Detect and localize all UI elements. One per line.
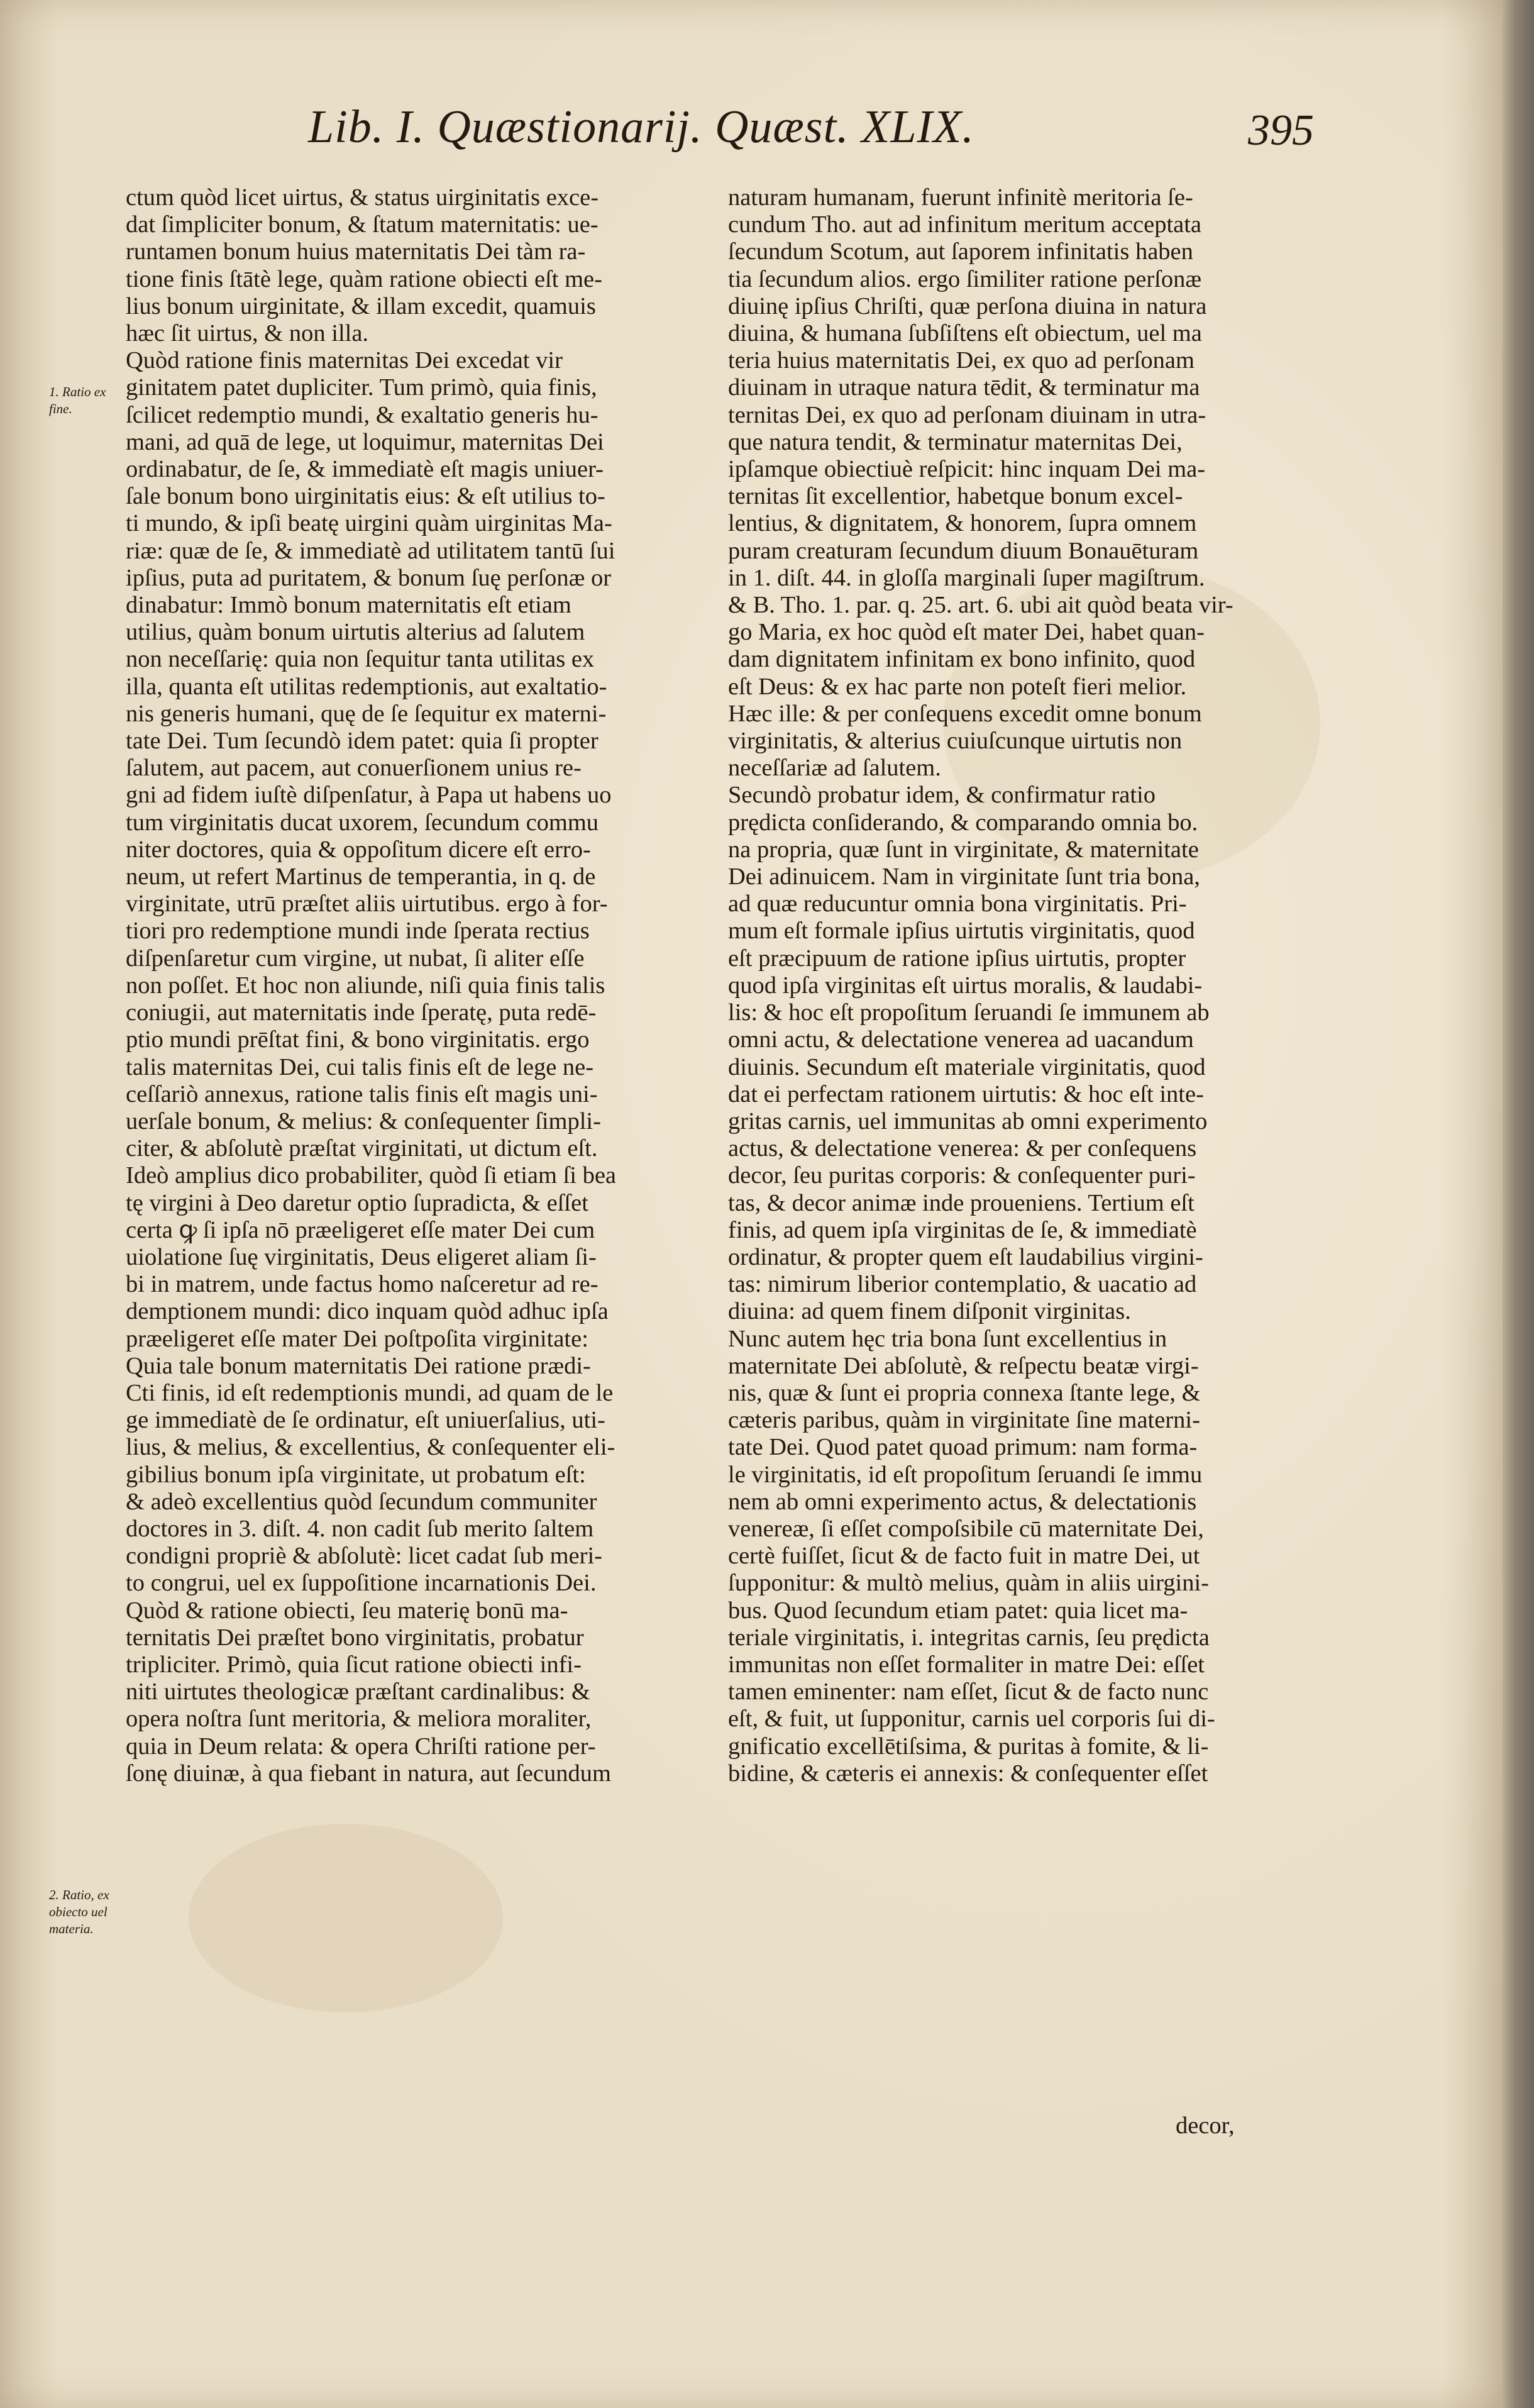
paragraph: ctum quòd licet uirtus, & status uirginitatis exce- dat ſimpliciter bonum, & ſtatum maternitatis: ue- runtamen bonum huius maternitatis Dei tàm ra- tione finis ſtātè lege, quàm ratione obiecti eſt me- lius bonum uirginitate, & illam excedit, quamuis hæc ſit uirtus, & non illa. xyxy=(126,184,602,347)
page-number: 395 xyxy=(1248,106,1314,155)
book-edge xyxy=(1503,0,1534,2408)
page-header xyxy=(0,101,1503,176)
marginal-note: 1. Ratio ex fine. xyxy=(49,384,106,416)
left-column xyxy=(126,184,695,1787)
catchword: decor, xyxy=(1176,2112,1235,2139)
paragraph: Quòd ratione finis maternitas Dei excedat vir ginitatem patet dupliciter. Tum primò, quia finis, ſcilicet redemptio mundi, & exaltatio generis hu- mani, ad quā de lege, ut loquimur, maternitas Dei ordinabatur, de ſe, & immediatè eſt magis uniuer- ſale bonum bono uirginitatis eius: & eſt utilius to- ti mundo, & ipſi beatę uirgini quàm uirginitas Ma- riæ: quæ de ſe, & immediatè ad utilitatem tantū ſui ipſius, puta ad puritatem, & bonum ſuę perſonæ or dinabatur: Immò bonum maternitatis eſt etiam utilius, quàm bonum uirtutis alterius ad ſalutem non neceſſarię: quia non ſequitur tanta utilitas ex illa, quanta eſt utilitas redemptionis, aut exaltatio- nis generis humani, quę de ſe ſequitur ex materni- tate Dei. Tum ſecundò idem patet: quia ſi propter ſalutem, aut pacem, aut conuerſionem unius re- gni ad fidem iuſtè diſpenſatur, à Papa ut habens uo tum virginitatis ducat uxorem, ſecundum commu niter doctores, quia & oppoſitum dicere eſt erro- neum, ut refert Martinus de temperantia, in q. de virginitate, utrū præſtet aliis uirtutibus. ergo à for- tiori pro redemptione mundi inde ſperata rectius diſpenſaretur cum virgine, ut nubat, ſi aliter eſſe non poſſet. Et hoc non aliunde, niſi quia finis talis coniugii, aut maternitatis inde ſperatę, puta redē- ptio mundi prēſtat fini, & bono virginitatis. ergo talis maternitas Dei, cui talis finis eſt de lege ne- ceſſariò annexus, ratione talis finis eſt magis uni- uerſale bonum, & melius: & conſequenter ſimpli- citer, & abſolutè præſtat virginitati, ut dictum eſt. Ideò amplius dico probabiliter, quòd ſi etiam ſi bea tę virgini à Deo daretur optio ſupradicta, & eſſet certa ꝙ ſi ipſa nō præeligeret eſſe mater Dei cum uiolatione ſuę virginitatis, Deus eligeret aliam ſi- bi in matrem, unde factus homo naſceretur ad re- demptionem mundi: dico inquam quòd adhuc ipſa præeligeret eſſe mater Dei poſtpoſita virginitate: Quia tale bonum maternitatis Dei ratione prædi- Cti finis, id eſt redemptionis mundi, ad quam de le ge immediatè de ſe ordinatur, eſt uniuerſalius, uti- lius, & melius, & excellentius, & conſequenter eli- gibilius bonum ipſa virginitate, ut probatum eſt: & adeò excellentius quòd ſecundum communiter doctores in 3. diſt. 4. non cadit ſub merito ſaltem condigni propriè & abſolutè: licet cadat ſub meri- to congrui, uel ex ſuppoſitione incarnationis Dei. xyxy=(126,347,617,1597)
marginal-note: 2. Ratio, ex obiecto uel materia. xyxy=(49,1887,109,1936)
right-column xyxy=(728,184,1303,1787)
paper-stain xyxy=(189,1824,503,2012)
running-title: Lib. I. Quæstionarij. Quæst. XLIX. xyxy=(308,101,974,153)
paragraph: Nunc autem hęc tria bona ſunt excellentius in maternitate Dei abſolutè, & reſpectu beatæ virgi- nis, quæ & ſunt ei propria connexa ſtante lege, & cæteris paribus, quàm in virginitate ſine materni- tate Dei. Quod patet quoad primum: nam forma- le virginitatis, id eſt propoſitum ſeruandi ſe immu nem ab omni experimento actus, & delectationis venereæ, ſi eſſet compoſsibile cū maternitate Dei, certè fuiſſet, ſicut & de facto fuit in matre Dei, ut ſupponitur: & multò melius, quàm in aliis uirgini- bus. Quod ſecundum etiam patet: quia licet ma- teriale virginitatis, i. integritas carnis, ſeu prędicta immunitas non eſſet formaliter in matre Dei: eſſet tamen eminenter: nam eſſet, ſicut & de facto nunc eſt, & fuit, ut ſupponitur, carnis uel corporis ſui di- gnificatio excellētiſsima, & puritas à fomite, & li- bidine, & cæteris ei annexis: & conſequenter eſſet xyxy=(728,1325,1215,1787)
paragraph: Secundò probatur idem, & confirmatur ratio prędicta conſiderando, & comparando omnia bo. na propria, quæ ſunt in virginitate, & maternitate Dei adinuicem. Nam in virginitate ſunt tria bona, ad quæ reducuntur omnia bona virginitatis. Pri- mum eſt formale ipſius uirtutis virginitatis, quod eſt præcipuum de ratione ipſius uirtutis, propter quod ipſa virginitas eſt uirtus moralis, & laudabi- lis: & hoc eſt propoſitum ſeruandi ſe immunem ab omni actu, & delectatione venerea ad uacandum diuinis. Secundum eſt materiale virginitatis, quod dat ei perfectam rationem uirtutis: & hoc eſt inte- gritas carnis, uel immunitas ab omni experimento actus, & delectatione venerea: & per conſequens decor, ſeu puritas corporis: & conſequenter puri- tas, & decor animæ inde proueniens. Tertium eſt finis, ad quem ipſa virginitas de ſe, & immediatè ordinatur, & propter quem eſt laudabilius virgini- tas: nimirum liberior contemplatio, & uacatio ad diuina: ad quem finem diſponit virginitas. xyxy=(728,782,1210,1325)
paragraph: Quòd & ratione obiecti, ſeu materię bonū ma- ternitatis Dei præſtet bono virginitatis, probatur tripliciter. Primò, quia ſicut ratione obiecti infi- niti uirtutes theologicæ præſtant cardinalibus: & opera noſtra ſunt meritoria, & meliora moraliter, quia in Deum relata: & opera Chriſti ratione per- ſonę diuinæ, à qua fiebant in natura, aut ſecundum xyxy=(126,1597,611,1787)
paragraph: naturam humanam, fuerunt infinitè meritoria ſe- cundum Tho. aut ad infinitum meritum acceptata ſecundum Scotum, aut ſaporem infinitatis haben tia ſecundum alios. ergo ſimiliter ratione perſonæ diuinę ipſius Chriſti, quæ perſona diuina in natura diuina, & humana ſubſiſtens eſt obiectum, uel ma teria huius maternitatis Dei, ex quo ad perſonam diuinam in utraque natura tēdit, & terminatur ma ternitas Dei, ex quo ad perſonam diuinam in utra- que natura tendit, & terminatur maternitas Dei, ipſamque obiectiuè reſpicit: hinc inquam Dei ma- ternitas ſit excellentior, habetque bonum excel- lentius, & dignitatem, & honorem, ſupra omnem puram creaturam ſecundum diuum Bonauēturam in 1. diſt. 44. in gloſſa marginali ſuper magiſtrum. & B. Tho. 1. par. q. 25. art. 6. ubi ait quòd beata vir- go Maria, ex hoc quòd eſt mater Dei, habet quan- dam dignitatem infinitam ex bono infinito, quod eſt Deus: & ex hac parte non poteſt fieri melior. Hæc ille: & per conſequens excedit omne bonum virginitatis, & alterius cuiuſcunque uirtutis non neceſſariæ ad ſalutem. xyxy=(728,184,1233,782)
